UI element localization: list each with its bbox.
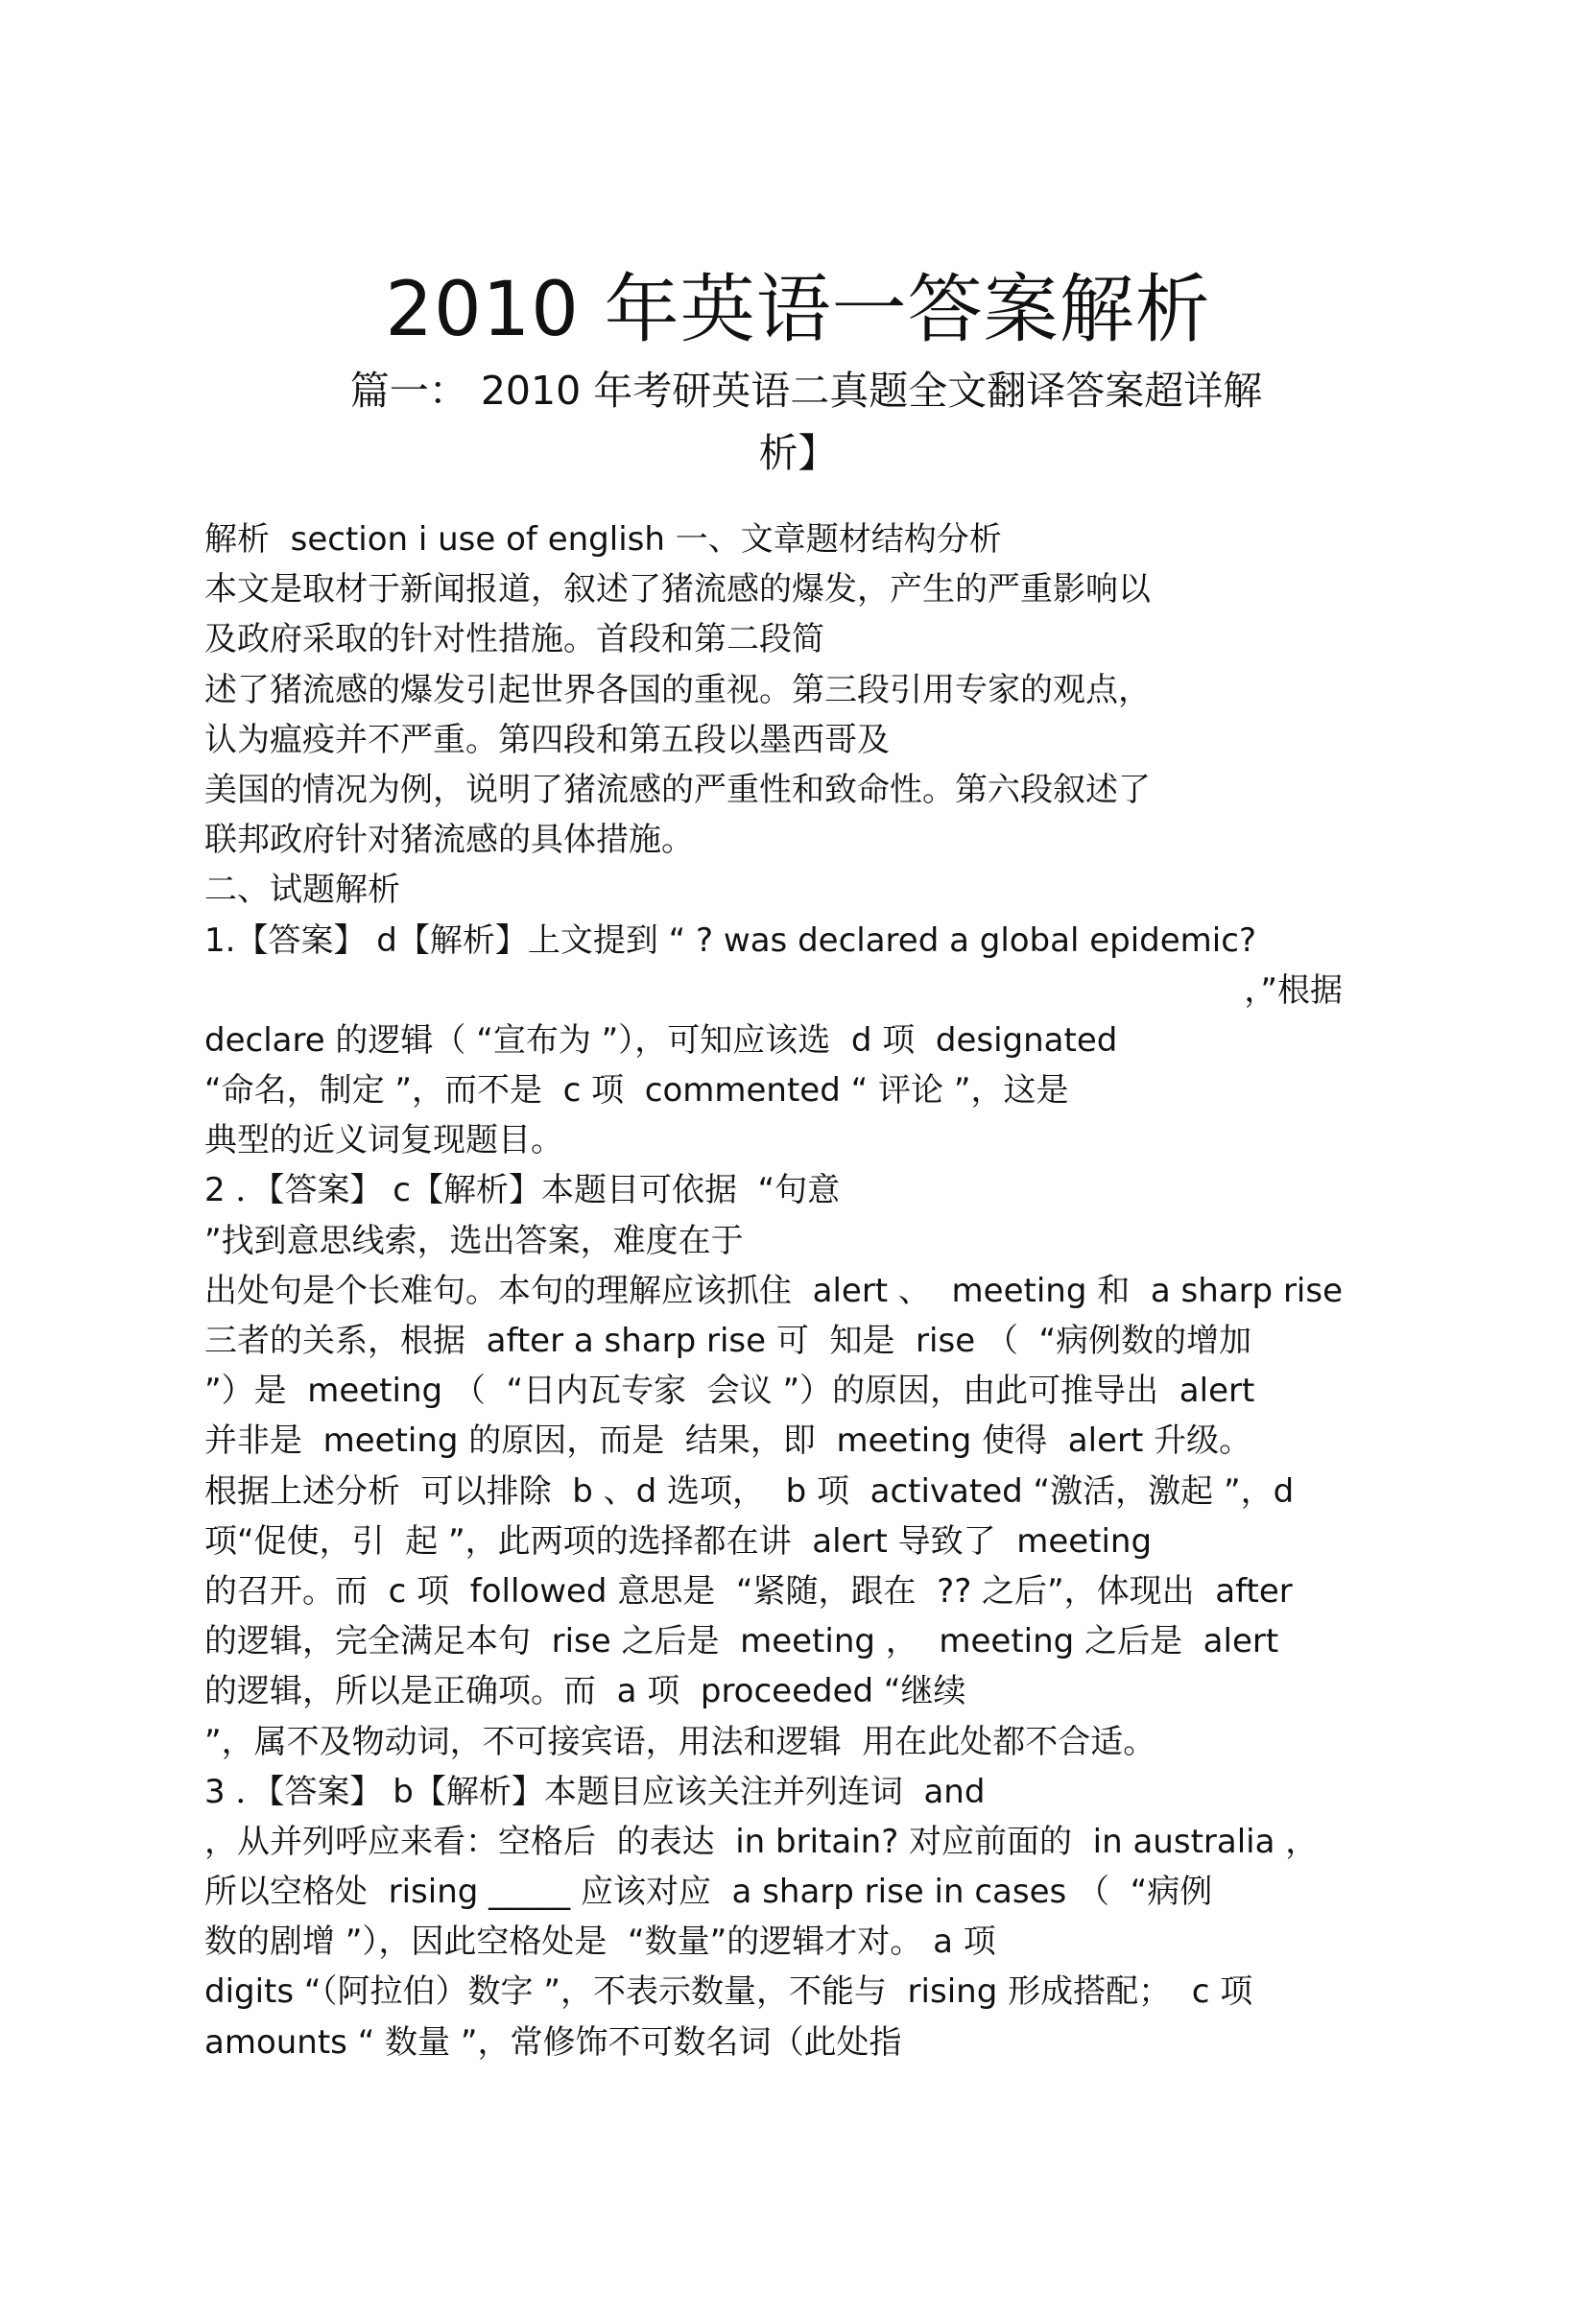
body-line: 典型的近义词复现题目。 — [204, 1121, 563, 1160]
section-heading: 二、试题解析 — [204, 871, 400, 910]
body-line: ”找到意思线索，选出答案，难度在于 — [204, 1221, 744, 1260]
document-title: 2010 年英语一答案解析 — [385, 267, 1211, 353]
body-line: “命名，制定 ”，而不是 c 项 commented “ 评论 ”，这是 — [204, 1071, 1069, 1111]
body-line: ”，属不及物动词，不可接宾语，用法和逻辑 用在此处都不合适。 — [204, 1722, 1156, 1761]
document-subtitle: 篇一： 2010 年考研英语二真题全文翻译答案超详解 — [349, 368, 1263, 414]
body-line: 三者的关系，根据 after a sharp rise 可 知是 rise （ “病例数的增加 — [204, 1322, 1252, 1360]
body-line: 数的剧增 ”），因此空格处是 “数量”的逻辑才对。 a 项 — [204, 1923, 996, 1962]
body-line: digits “（阿拉伯）数字 ”，不表示数量，不能与 rising 形成搭配； c 项 — [204, 1972, 1253, 2012]
body-line: 1.【答案】 d【解析】上文提到 “ ? was declared a global epidemic? — [204, 920, 1256, 960]
body-line: 解析 section i use of english 一、文章题材结构分析 — [204, 520, 1002, 559]
body-line: 项“促使，引 起 ”，此两项的选择都在讲 alert 导致了 meeting — [204, 1521, 1153, 1561]
body-line: 根据上述分析 可以排除 b 、d 选项， b 项 activated “激活，激起 ”，d — [204, 1471, 1295, 1511]
body-line: 所以空格处 rising _____ 应该对应 a sharp rise in cases （ “病例 — [204, 1873, 1213, 1912]
body-line: 的召开。而 c 项 followed 意思是 “紧随，跟在 ?? 之后”，体现出 after — [204, 1571, 1293, 1611]
body-line: 并非是 meeting 的原因，而是 结果，即 meeting 使得 alert 升级。 — [204, 1421, 1252, 1461]
body-line: 本文是取材于新闻报道，叙述了猪流感的爆发，产生的严重影响以 — [204, 570, 1151, 609]
body-line: ”）是 meeting （ “日内瓦专家 会议 ”）的原因，由此可推导出 alert — [204, 1372, 1255, 1411]
body-line: 的逻辑，所以是正确项。而 a 项 proceeded “继续 — [204, 1672, 966, 1711]
body-line: 联邦政府针对猪流感的具体措施。 — [204, 821, 694, 860]
body-line: declare 的逻辑（ “宣布为 ”），可知应该选 d 项 designated — [204, 1020, 1118, 1060]
body-line: ，从并列呼应来看：空格后 的表达 in britain? 对应前面的 in australia ， — [204, 1822, 1319, 1861]
body-line: 美国的情况为例，说明了猪流感的严重性和致命性。第六段叙述了 — [204, 770, 1151, 809]
body-line: ，”根据 — [1244, 970, 1343, 1010]
body-line: 2 ．【答案】 c【解析】本题目可依据 “句意 — [204, 1171, 841, 1210]
body-line: 3 ．【答案】 b【解析】本题目应该关注并列连词 and — [204, 1772, 986, 1811]
body-line: amounts “ 数量 ”，常修饰不可数名词（此处指 — [204, 2022, 902, 2062]
document-subtitle-continued: 析】 — [758, 430, 838, 476]
body-line: 及政府采取的针对性措施。首段和第二段简 — [204, 620, 824, 659]
body-line: 述了猪流感的爆发引起世界各国的重视。第三段引用专家的观点， — [204, 670, 1151, 709]
body-line: 的逻辑，完全满足本句 rise 之后是 meeting ， meeting 之后是 alert — [204, 1622, 1279, 1661]
body-line: 出处句是个长难句。本句的理解应该抓住 alert 、 meeting 和 a sharp rise — [204, 1271, 1343, 1310]
document-body — [204, 514, 1385, 2067]
body-line: 认为瘟疫并不严重。第四段和第五段以墨西哥及 — [204, 720, 890, 759]
